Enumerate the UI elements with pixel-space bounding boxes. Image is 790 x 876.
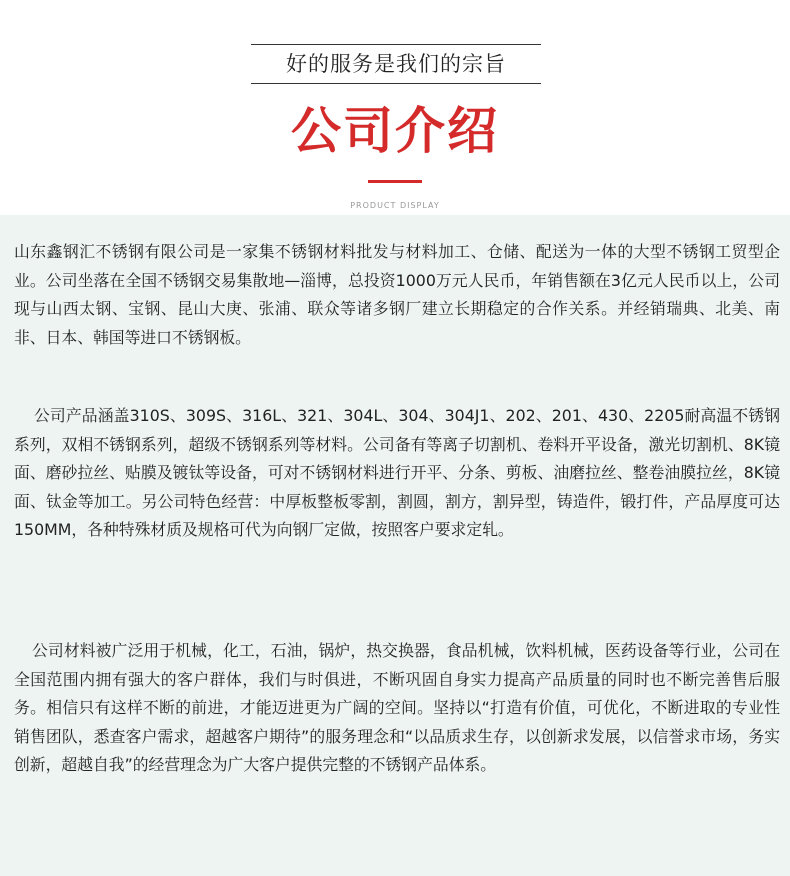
intro-paragraph-2: 公司产品涵盖310S、309S、316L、321、304L、304、304J1、202、201、430、2205耐高温不锈钢系列，双相不锈钢系列，超级不锈钢系列等材料。公司备有等离子切割机、卷料开平设备，激光切割机、8K镜面、磨砂拉丝、贴膜及镀钛等设备，可对不锈钢材料进行开平、分条、剪板、油磨拉丝、整卷油膜拉丝，8K镜面、钛金等加工。另公司特色经营：中厚板整板零割，割圆，割方，割异型，铸造件，锻打件，产品厚度可达150MM，各种特殊材质及规格可代为向钢厂定做，按照客户要求定轧。 — [14, 406, 780, 539]
slogan-box — [251, 44, 541, 84]
intro-paragraph-3: 公司材料被广泛用于机械，化工，石油，锅炉，热交换器，食品机械，饮料机械，医药设备等行业，公司在全国范围内拥有强大的客户群体，我们与时俱进，不断巩固自身实力提高产品质量的同时也不断完善售后服务。相信只有这样不断的前进，才能迈进更为广阔的空间。坚持以“打造有价值，可优化，不断进取的专业性销售团队，悉查客户需求，超越客户期待”的服务理念和“以品质求生存，以创新求发展，以信誉求市场，务实创新，超越自我”的经营理念为广大客户提供完整的不锈钢产品体系。 — [14, 641, 780, 774]
intro-paragraph-1: 山东鑫钢汇不锈钢有限公司是一家集不锈钢材料批发与材料加工、仓储、配送为一体的大型不锈钢工贸型企业。公司坐落在全国不锈钢交易集散地—淄博，总投资1000万元人民币，年销售额在3亿元人民币以上，公司现与山西太钢、宝钢、昆山大庚、张浦、联众等诸多钢厂建立长期稳定的合作关系。并经销瑞典、北美、南非、日本、韩国等进口不锈钢板。 — [14, 242, 780, 347]
english-subtitle: PRODUCT DISPLAY — [350, 201, 440, 210]
slogan-bottom-rule — [251, 83, 541, 84]
page-header — [0, 0, 790, 215]
slogan-top-rule — [251, 44, 541, 45]
title-underline — [368, 180, 422, 183]
slogan-text: 好的服务是我们的宗旨 — [286, 52, 506, 76]
company-intro-body — [0, 215, 790, 876]
page-title: 公司介绍 — [291, 102, 499, 160]
